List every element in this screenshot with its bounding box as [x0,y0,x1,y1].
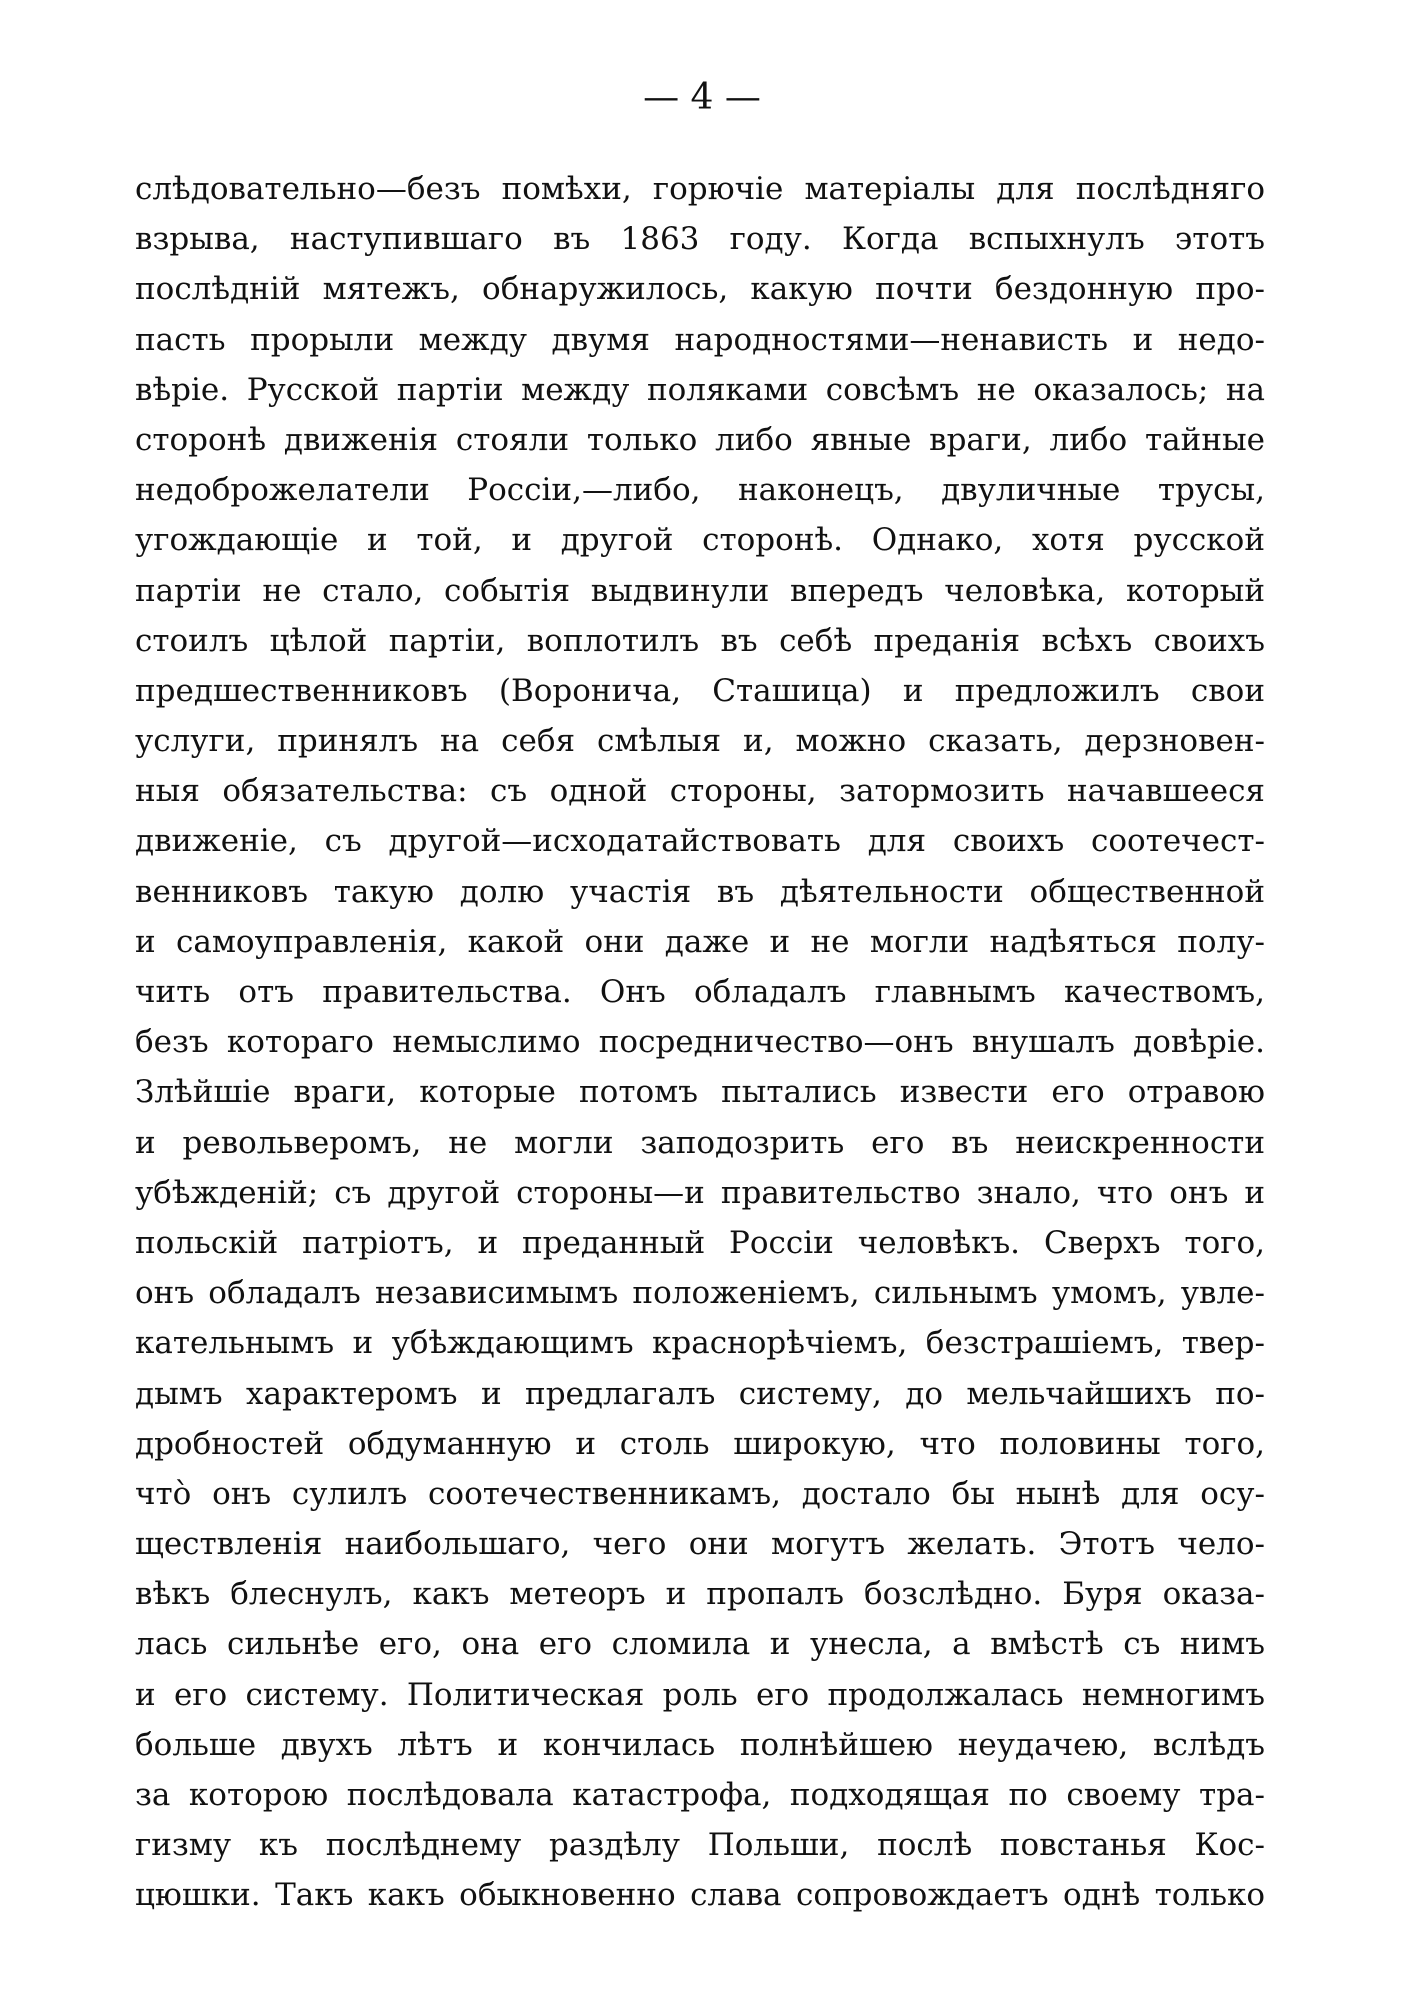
text-line: и самоуправленія, какой они даже и не могли надѣяться полу- [135,923,1265,960]
text-line: цюшки. Такъ какъ обыкновенно слава сопровождаетъ однѣ только [135,1877,1265,1914]
text-line: взрыва, наступившаго въ 1863 году. Когда вспыхнулъ этотъ [135,221,1265,258]
text-line: Злѣйшіе враги, которые потомъ пытались извести его отравою [135,1074,1265,1111]
text-line: за которою послѣдовала катастрофа, подходящая по своему тра- [135,1777,1265,1813]
text-line: услуги, принялъ на себя смѣлыя и, можно сказать, дерзновен- [135,723,1265,760]
text-line: больше двухъ лѣтъ и кончилась полнѣйшею неудачею, вслѣдъ [135,1726,1265,1763]
text-line: слѣдовательно—безъ помѣхи, горючіе матеріалы для послѣдняго [135,171,1265,207]
text-line: послѣдній мятежъ, обнаружилось, какую почти бездонную про- [135,271,1265,308]
text-line: польскій патріотъ, и преданный Россіи человѣкъ. Сверхъ того, [135,1224,1265,1261]
text-line: вѣкъ блеснулъ, какъ метеоръ и пропалъ бозслѣдно. Буря оказа- [135,1576,1265,1613]
text-line: и револьверомъ, не могли заподозрить его въ неискренности [135,1124,1265,1161]
text-line: движеніе, съ другой—исходатайствовать для своихъ соотечест- [135,823,1265,860]
text-line: недоброжелатели Россіи,—либо, наконецъ, двуличные трусы, [135,472,1265,509]
text-line: безъ котораго немыслимо посредничество—онъ внушалъ довѣріе. [135,1024,1265,1061]
text-line: убѣжденій; съ другой стороны—и правительство знало, что онъ и [135,1174,1265,1211]
text-line: онъ обладалъ независимымъ положеніемъ, сильнымъ умомъ, увле- [135,1275,1265,1312]
text-line: партіи не стало, событія выдвинули впередъ человѣка, который [135,572,1265,609]
text-line: и его систему. Политическая роль его продолжалась немногимъ [135,1676,1265,1713]
text-line: чтò онъ сулилъ соотечественникамъ, достало бы нынѣ для осу- [135,1475,1265,1512]
text-line: сторонѣ движенія стояли только либо явные враги, либо тайные [135,421,1265,458]
text-line: венниковъ такую долю участія въ дѣятельности общественной [135,873,1265,910]
text-line: вѣріе. Русской партіи между поляками совсѣмъ не оказалось; на [135,371,1265,408]
text-line: чить отъ правительства. Онъ обладалъ главнымъ качествомъ, [135,974,1265,1010]
text-line: пасть прорыли между двумя народностями—ненависть и недо- [135,321,1265,358]
page-number: — 4 — [643,77,761,118]
text-line: угождающіе и той, и другой сторонѣ. Однако, хотя русской [135,522,1265,559]
text-line: гизму къ послѣднему раздѣлу Польши, послѣ повстанья Кос- [135,1827,1265,1864]
text-line: предшественниковъ (Воронича, Сташица) и предложилъ свои [135,672,1265,709]
text-line: кательнымъ и убѣждающимъ краснорѣчіемъ, безстрашіемъ, твер- [135,1325,1265,1362]
text-line: ныя обязательства: съ одной стороны, затормозить начавшееся [135,773,1265,810]
text-line: лась сильнѣе его, она его сломила и унесла, а вмѣстѣ съ нимъ [135,1626,1265,1663]
text-line: стоилъ цѣлой партіи, воплотилъ въ себѣ преданія всѣхъ своихъ [135,622,1265,659]
text-line: дробностей обдуманную и столь широкую, что половины того, [135,1425,1265,1462]
text-line: дымъ характеромъ и предлагалъ систему, до мельчайшихъ по- [135,1375,1265,1412]
body-text [135,164,1265,1921]
text-line: ществленія наибольшаго, чего они могутъ желать. Этотъ чело- [135,1526,1265,1563]
